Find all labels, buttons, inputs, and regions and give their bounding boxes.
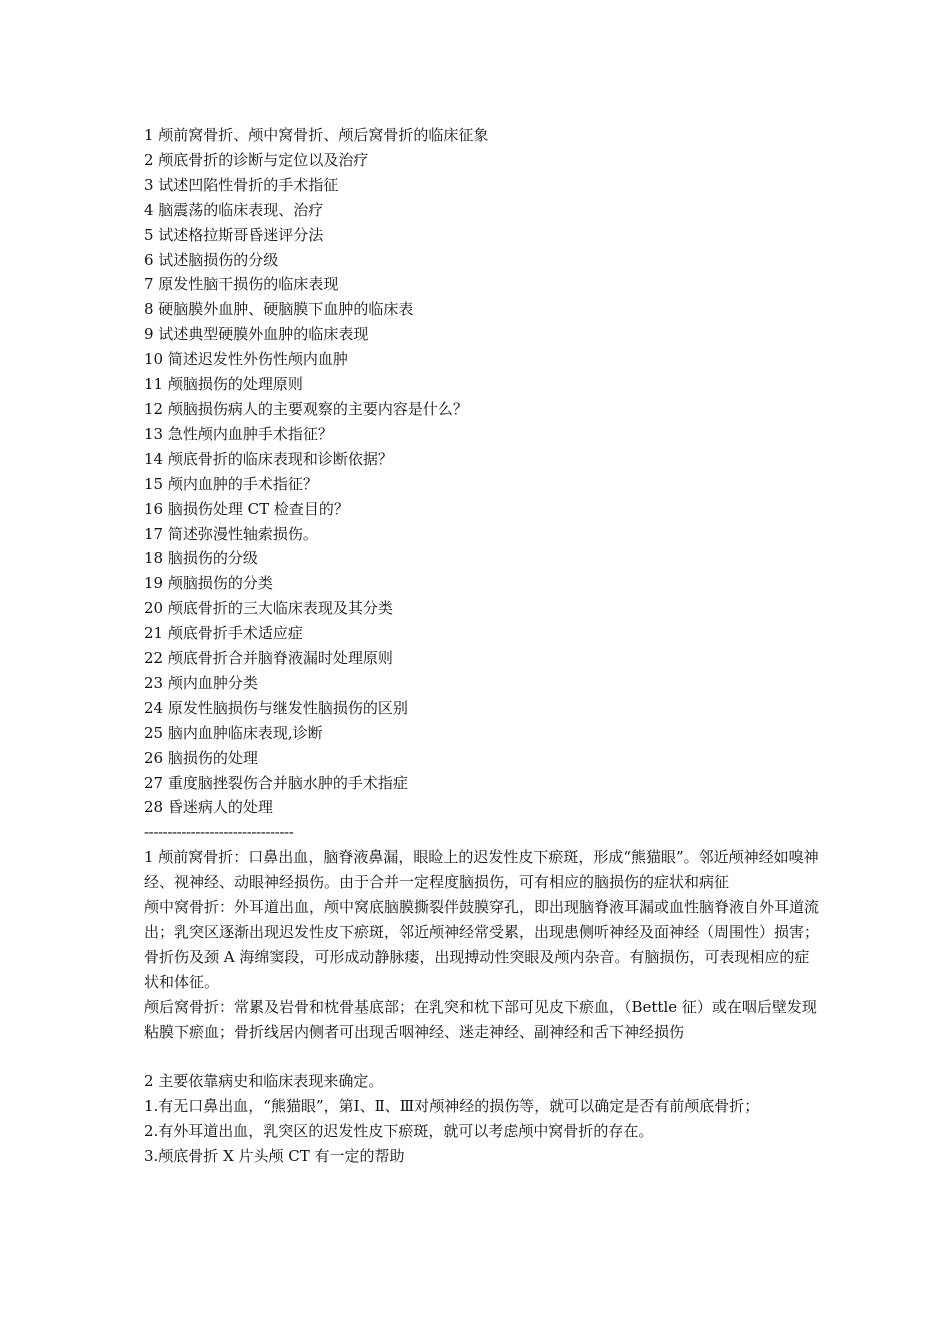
question-item: 12 颅脑损伤病人的主要观察的主要内容是什么？ — [144, 399, 468, 418]
question-item: 10 简述迟发性外伤性颅内血肿 — [144, 350, 348, 369]
answer-1 — [144, 845, 824, 1044]
question-item: 5 试述格拉斯哥昏迷评分法 — [144, 225, 324, 244]
question-item: 19 颅脑损伤的分类 — [144, 574, 273, 593]
question-item: 25 脑内血肿临床表现,诊断 — [144, 723, 323, 742]
question-item: 17 简述弥漫性轴索损伤。 — [144, 524, 318, 543]
answer-2-item: 3.颅底骨折 X 片头颅 CT 有一定的帮助 — [144, 1147, 405, 1166]
section-separator: -------------------------------- — [144, 823, 294, 842]
question-item: 21 颅底骨折手术适应症 — [144, 624, 303, 643]
document-page — [144, 123, 824, 1169]
answer-2-intro: 2 主要依靠病史和临床表现来确定。 — [144, 1072, 384, 1091]
question-item: 2 颅底骨折的诊断与定位以及治疗 — [144, 150, 369, 169]
question-item: 7 原发性脑干损伤的临床表现 — [144, 275, 339, 294]
question-item: 23 颅内血肿分类 — [144, 673, 258, 692]
question-item: 26 脑损伤的处理 — [144, 748, 258, 767]
answer-2-item: 2.有外耳道出血，乳突区的迟发性皮下瘀斑，就可以考虑颅中窝骨折的存在。 — [144, 1122, 654, 1141]
question-item: 20 颅底骨折的三大临床表现及其分类 — [144, 599, 393, 618]
question-item: 27 重度脑挫裂伤合并脑水肿的手术指症 — [144, 773, 408, 792]
question-item: 9 试述典型硬膜外血肿的临床表现 — [144, 325, 369, 344]
answer-1-anterior-fossa: 1 颅前窝骨折：口鼻出血，脑脊液鼻漏，眼睑上的迟发性皮下瘀斑，形成“熊猫眼”。邻近颅神经如嗅神经、视神经、动眼神经损伤。由于合并一定程度脑损伤，可有相应的脑损伤的症状和病征 — [144, 848, 819, 892]
answer-2-item: 1.有无口鼻出血，“熊猫眼”，第Ⅰ、Ⅱ、Ⅲ对颅神经的损伤等，就可以确定是否有前颅底骨折； — [144, 1097, 760, 1116]
question-item: 8 硬脑膜外血肿、硬脑膜下血肿的临床表 — [144, 300, 414, 319]
blank-line — [144, 1045, 824, 1070]
question-item: 18 脑损伤的分级 — [144, 549, 258, 568]
question-item: 16 脑损伤处理 CT 检查目的？ — [144, 499, 349, 518]
question-item: 24 原发性脑损伤与继发性脑损伤的区别 — [144, 698, 408, 717]
question-item: 13 急性颅内血肿手术指征？ — [144, 424, 333, 443]
answer-1-posterior-fossa: 颅后窝骨折：常累及岩骨和枕骨基底部；在乳突和枕下部可见皮下瘀血，（Bettle 征）或在咽后壁发现粘膜下瘀血；骨折线居内侧者可出现舌咽神经、迷走神经、副神经和舌下神经损伤 — [144, 997, 817, 1041]
answer-1-middle-fossa: 颅中窝骨折：外耳道出血，颅中窝底脑膜撕裂伴鼓膜穿孔，即出现脑脊液耳漏或血性脑脊液自外耳道流出；乳突区逐渐出现迟发性皮下瘀斑，邻近颅神经常受累，出现患侧听神经及面神经（周围性）损害；骨折伤及颈 A 海绵窦段，可形成动静脉瘘，出现搏动性突眼及颅内杂音。有脑损伤，可表现相应的症状和体征。 — [144, 898, 820, 991]
question-item: 3 试述凹陷性骨折的手术指征 — [144, 175, 339, 194]
question-list — [144, 123, 824, 820]
question-item: 15 颅内血肿的手术指征？ — [144, 474, 318, 493]
question-item: 14 颅底骨折的临床表现和诊断依据？ — [144, 449, 393, 468]
question-item: 1 颅前窝骨折、颅中窝骨折、颅后窝骨折的临床征象 — [144, 126, 489, 144]
question-item: 4 脑震荡的临床表现、治疗 — [144, 200, 324, 219]
question-item: 28 昏迷病人的处理 — [144, 798, 273, 817]
question-item: 11 颅脑损伤的处理原则 — [144, 375, 303, 394]
answer-2 — [144, 1069, 824, 1169]
question-item: 22 颅底骨折合并脑脊液漏时处理原则 — [144, 649, 393, 668]
question-item: 6 试述脑损伤的分级 — [144, 250, 279, 269]
